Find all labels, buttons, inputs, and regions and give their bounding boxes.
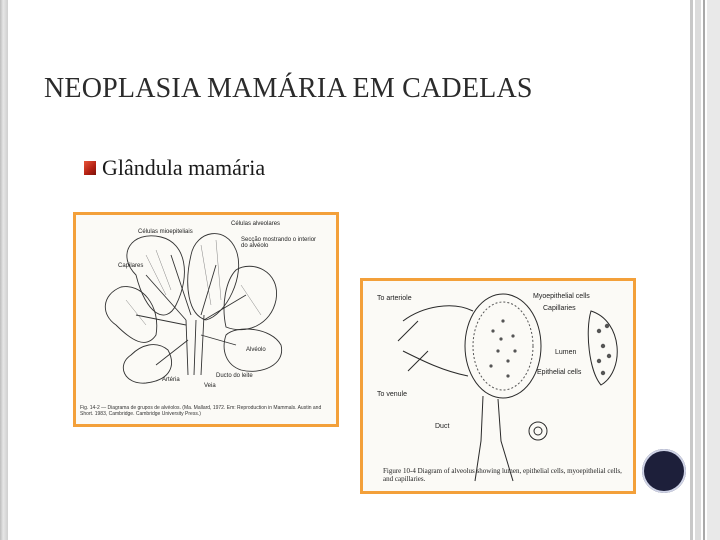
- label-alveolar-cells: Células alveolares: [231, 221, 281, 227]
- alveolus-drawing: [363, 281, 633, 491]
- figure2-caption: Figure 10-4 Diagram of alveolus showing lumen, epithelial cells, myoepithelial cells, and capillaries.: [383, 467, 622, 483]
- label-milk-duct: Ducto do leite: [216, 373, 253, 379]
- figure-alveoli-diagram: [73, 212, 339, 427]
- label-vein: Veia: [204, 383, 216, 389]
- bullet-square-icon: [84, 161, 96, 175]
- label-capillaries: Capillaries: [543, 305, 576, 312]
- right-frame-border: [690, 0, 720, 540]
- label-artery: Artéria: [162, 377, 180, 383]
- label-myoepithelial: Células mioepiteliais: [138, 229, 193, 235]
- label-lumen: Lumen: [555, 349, 577, 356]
- label-section: Secção mostrando o interior do alvéolo: [241, 237, 317, 249]
- left-frame-border: [0, 0, 8, 540]
- bullet-item: [84, 155, 265, 181]
- label-venule: To venule: [377, 391, 407, 398]
- label-capillaries: Capilares: [118, 263, 144, 269]
- label-myoepithelial-cells: Myoepithelial cells: [533, 293, 590, 300]
- corner-circle-decoration: [642, 449, 686, 493]
- figure-alveolus-diagram: [360, 278, 636, 494]
- slide-title: NEOPLASIA MAMÁRIA EM CADELAS: [44, 73, 533, 104]
- label-epithelial-cells: Epithelial cells: [537, 369, 582, 376]
- bullet-text: Glândula mamária: [102, 155, 266, 180]
- label-arteriole: To arteriole: [377, 295, 412, 302]
- label-alveolus: Alvéolo: [246, 347, 266, 353]
- figure1-caption: Fig. 14-2 — Diagrama de grupos de alvéolos. (Ma. Mallard, 1972. Em: Reproduction in Mammals. Austin and Short. 1983, Cambridge. Cambridge University Press.): [80, 405, 322, 417]
- label-duct: Duct: [435, 423, 450, 430]
